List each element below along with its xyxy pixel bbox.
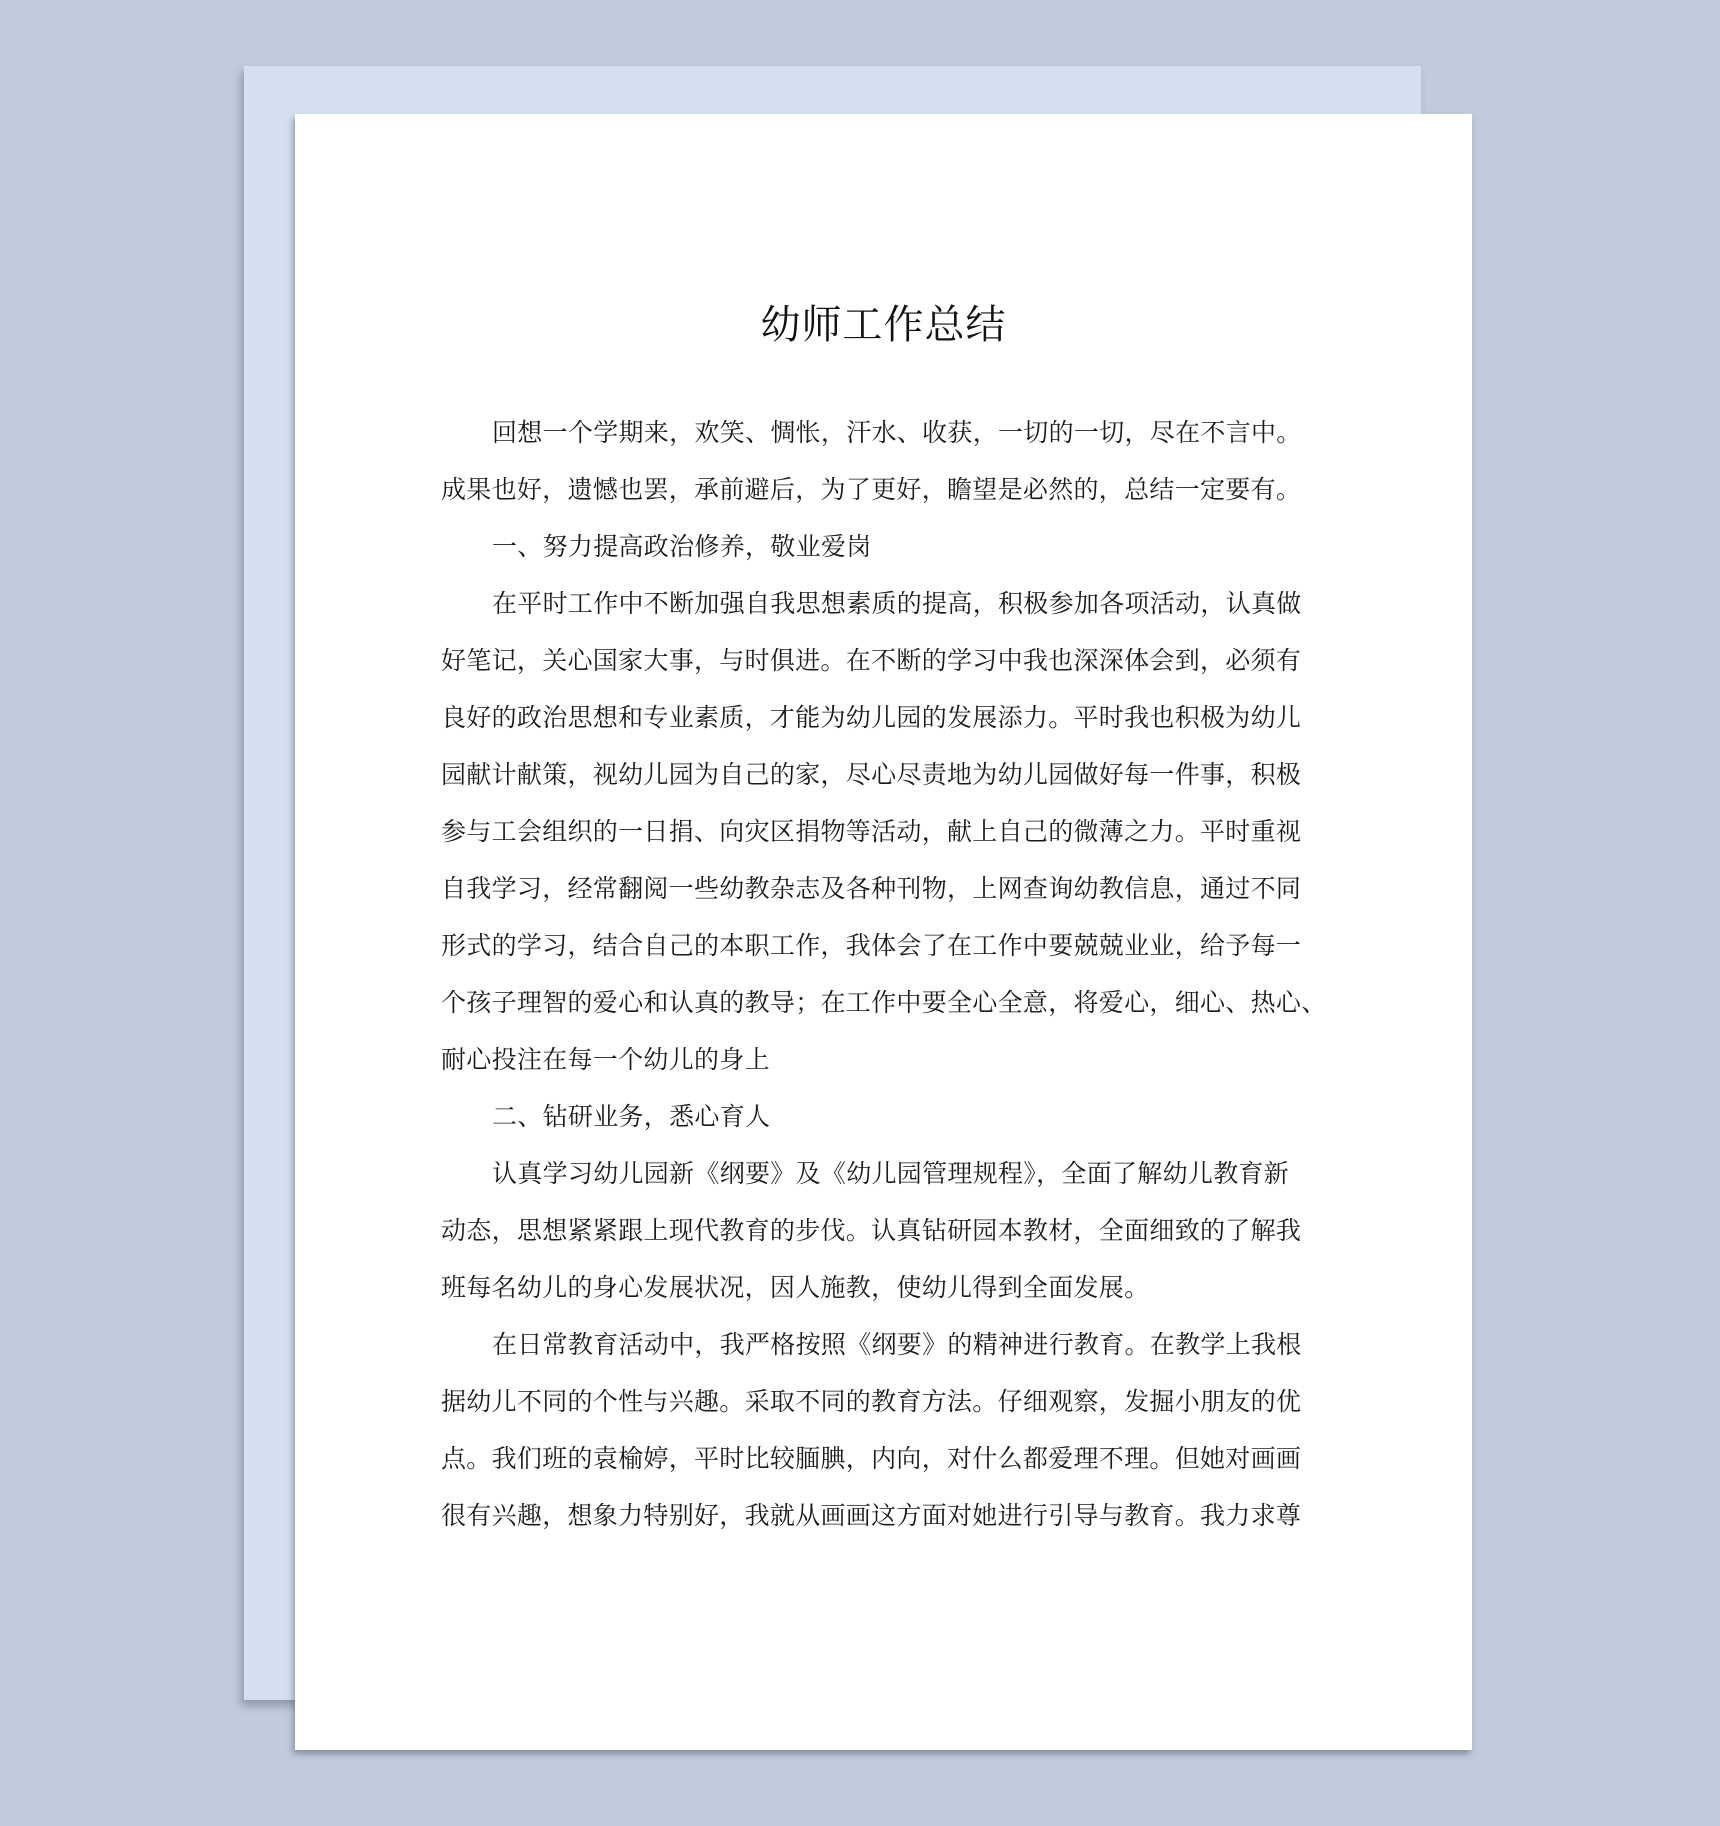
body-line: 成果也好，遗憾也罢，承前避后，为了更好，瞻望是必然的，总结一定要有。 (441, 475, 1302, 504)
body-line: 很有兴趣，想象力特别好，我就从画画这方面对她进行引导与教育。我力求尊 (441, 1501, 1302, 1530)
body-line: 回想一个学期来，欢笑、惆怅，汗水、收获，一切的一切，尽在不言中。 (492, 418, 1302, 447)
section-heading-2: 二、钻研业务，悉心育人 (492, 1102, 771, 1131)
body-line: 良好的政治思想和专业素质，才能为幼儿园的发展添力。平时我也积极为幼儿 (441, 703, 1302, 732)
document-page (295, 114, 1472, 1750)
body-line: 园献计献策，视幼儿园为自己的家，尽心尽责地为幼儿园做好每一件事，积极 (441, 760, 1302, 789)
document-body (441, 404, 1341, 1544)
body-line: 耐心投注在每一个幼儿的身上 (441, 1045, 770, 1074)
body-line: 好笔记，关心国家大事，与时俱进。在不断的学习中我也深深体会到，必须有 (441, 646, 1302, 675)
body-line: 形式的学习，结合自己的本职工作，我体会了在工作中要兢兢业业，给予每一 (441, 931, 1302, 960)
body-line: 据幼儿不同的个性与兴趣。采取不同的教育方法。仔细观察，发掘小朋友的优 (441, 1387, 1302, 1416)
body-line: 个孩子理智的爱心和认真的教导；在工作中要全心全意，将爱心，细心、热心、 (441, 988, 1327, 1017)
section-heading-1: 一、努力提高政治修养，敬业爱岗 (492, 532, 872, 561)
body-line: 在日常教育活动中，我严格按照《纲要》的精神进行教育。在教学上我根 (492, 1330, 1302, 1359)
body-line: 认真学习幼儿园新《纲要》及《幼儿园管理规程》，全面了解幼儿教育新 (492, 1159, 1290, 1188)
document-title: 幼师工作总结 (760, 302, 1007, 348)
body-line: 动态，思想紧紧跟上现代教育的步伐。认真钻研园本教材，全面细致的了解我 (441, 1216, 1302, 1245)
body-line: 参与工会组织的一日捐、向灾区捐物等活动，献上自己的微薄之力。平时重视 (441, 817, 1302, 846)
body-line: 点。我们班的袁榆婷，平时比较腼腆，内向，对什么都爱理不理。但她对画画 (441, 1444, 1302, 1473)
body-line: 班每名幼儿的身心发展状况，因人施教，使幼儿得到全面发展。 (441, 1273, 1150, 1302)
body-line: 在平时工作中不断加强自我思想素质的提高，积极参加各项活动，认真做 (492, 589, 1302, 618)
body-line: 自我学习，经常翻阅一些幼教杂志及各种刊物，上网查询幼教信息，通过不同 (441, 874, 1302, 903)
